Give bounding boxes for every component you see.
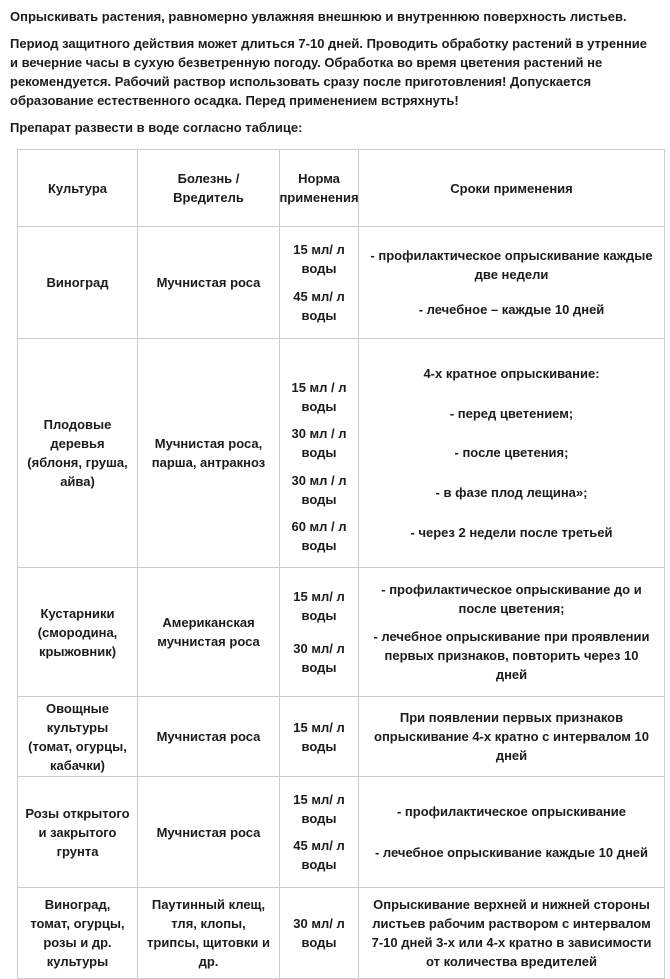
dosage-table	[17, 149, 665, 979]
timing-value: - в фазе плод лещина»;	[435, 485, 588, 501]
dose-cell	[279, 888, 358, 978]
disease-cell: Мучнистая роса	[137, 227, 279, 338]
dose-value: 15 мл / л воды	[291, 380, 347, 415]
dose-value: 30 мл / л воды	[291, 472, 347, 507]
timing-cell	[358, 777, 664, 887]
culture-cell: Овощные культуры (томат, огурцы, кабачки)	[28, 700, 127, 773]
table-row-roses	[18, 776, 664, 887]
dose-cell	[279, 777, 358, 887]
dose-value: 30 мл/ л воды	[293, 916, 345, 950]
dose-cell	[279, 227, 358, 338]
header-dose: Норма применения	[279, 150, 358, 226]
disease-cell: Американская мучнистая роса	[137, 568, 279, 696]
table-row-fruit-trees	[18, 338, 664, 567]
timing-value: - перед цветением;	[449, 405, 574, 421]
dose-value: 45 мл/ л воды	[293, 838, 345, 873]
timing-cell	[358, 339, 664, 567]
dose-value: 60 мл / л воды	[291, 518, 347, 553]
timing-value: - лечебное опрыскивание каждые 10 дней	[374, 844, 649, 860]
culture-cell: Виноград	[46, 275, 109, 290]
timing-cell	[358, 697, 664, 776]
timing-value: - через 2 недели после третьей	[410, 525, 613, 541]
culture-cell: Плодовые деревья (яблоня, груша, айва)	[27, 417, 128, 489]
dose-value: 15 мл/ л воды	[293, 242, 345, 276]
dose-value: 15 мл/ л воды	[293, 719, 345, 754]
header-culture: Культура	[47, 180, 108, 196]
table-row-vegetables	[18, 696, 664, 776]
timing-value: При появлении первых признаков опрыскивание 4-х кратно с интервалом 10 дней	[374, 710, 649, 763]
timing-value: - лечебное опрыскивание при проявлении первых признаков, повторить через 10 дней	[373, 628, 650, 682]
table-row-pests	[18, 887, 664, 978]
timing-value: - профилактическое опрыскивание до и после цветения;	[381, 582, 642, 617]
disease-cell: Мучнистая роса	[137, 697, 279, 776]
timing-value: - профилактическое опрыскивание	[396, 804, 627, 820]
timing-cell	[358, 568, 664, 696]
timing-value: - после цветения;	[454, 445, 569, 461]
header-timing: Сроки применения	[358, 150, 664, 226]
dose-cell	[279, 568, 358, 696]
dose-cell	[279, 339, 358, 567]
culture-cell: Розы открытого и закрытого грунта	[25, 805, 130, 859]
intro-paragraph-1: Опрыскивать растения, равномерно увлажняя внешнюю и внутреннюю поверхность листьев.	[10, 9, 627, 24]
timing-value: - лечебное – каждые 10 дней	[418, 301, 605, 317]
intro-paragraph-2: Период защитного действия может длиться 7-10 дней. Проводить обработку растений в утренние и вечерние часы в сухую безветренную погоду. Обработка во время цветения растений не рекомендуется. Рабочий раствор использовать сразу после приготовления! Допускается образование естественного осадка. Перед применением встряхнуть!	[10, 36, 648, 108]
disease-cell: Мучнистая роса	[137, 777, 279, 887]
header-disease: Болезнь /Вредитель	[137, 150, 279, 226]
disease-cell: Паутинный клещ, тля, клопы, трипсы, щитовки и др.	[137, 888, 279, 978]
dose-value: 30 мл / л воды	[291, 426, 347, 461]
dose-value: 15 мл/ л воды	[293, 791, 345, 826]
dose-value: 45 мл/ л воды	[293, 289, 345, 323]
dose-value	[282, 351, 356, 370]
timing-value: Опрыскивание верхней и нижней стороны листьев рабочим раствором с интервалом 7-10 дней 3-х или 4-х кратно в зависимости от количества вредителей	[371, 897, 652, 969]
table-row-grapes	[18, 226, 664, 338]
dose-value: 15 мл/ л воды	[293, 588, 345, 623]
table-header-row	[18, 150, 664, 226]
intro-paragraph-3: Препарат развести в воде согласно таблице:	[10, 120, 303, 135]
timing-value: 4-х кратное опрыскивание:	[423, 365, 600, 381]
timing-value: - профилактическое опрыскивание каждые две недели	[370, 248, 653, 283]
timing-cell	[358, 227, 664, 338]
table-row-shrubs	[18, 567, 664, 696]
disease-cell: Мучнистая роса, парша, антракноз	[137, 339, 279, 567]
dose-value: 30 мл/ л воды	[293, 641, 345, 676]
timing-cell	[358, 888, 664, 978]
culture-cell: Виноград, томат, огурцы, розы и др. культуры	[30, 897, 125, 969]
dose-cell	[279, 697, 358, 776]
culture-cell: Кустарники (смородина, крыжовник)	[37, 605, 118, 659]
